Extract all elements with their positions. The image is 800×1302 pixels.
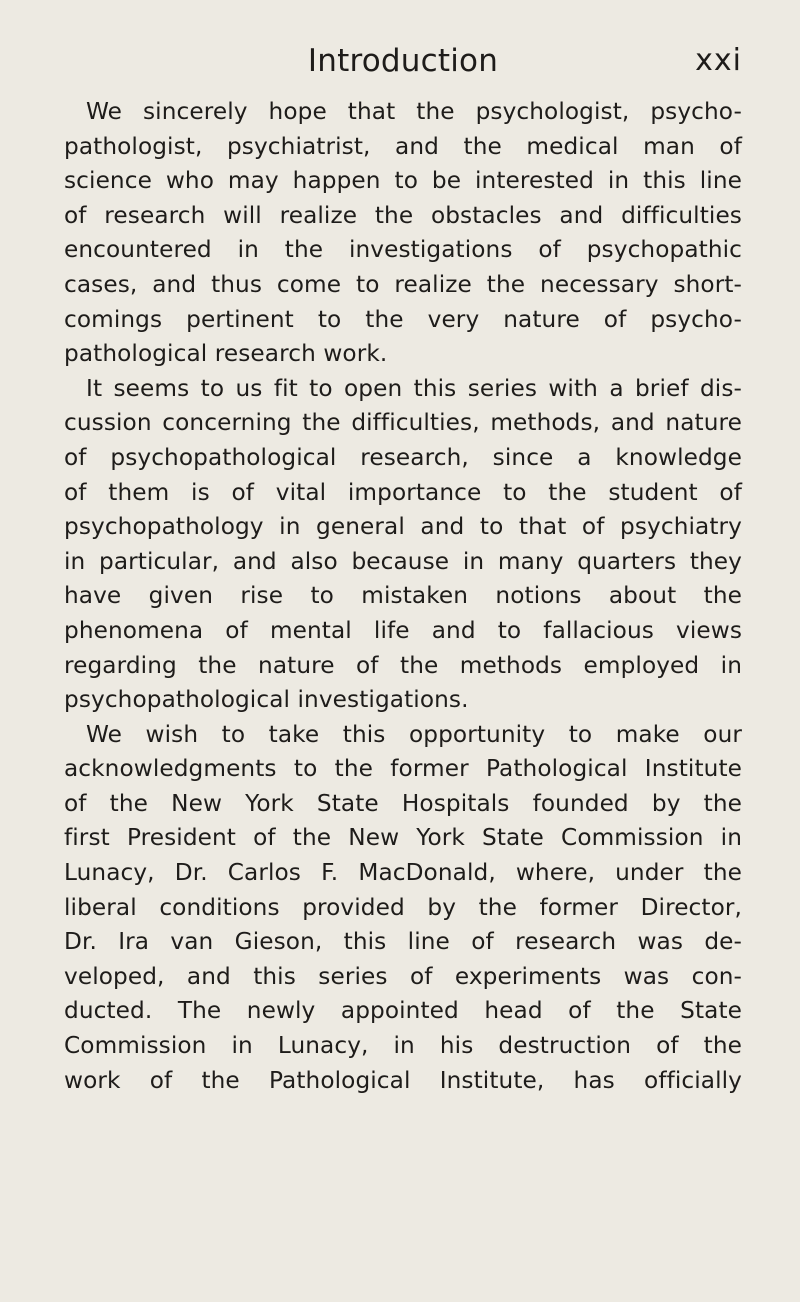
- text-line: psychopathology in general and to that of psychiatry: [64, 513, 742, 541]
- text-line: phenomena of mental life and to fallacious views: [64, 616, 742, 644]
- text-line: of research will realize the obstacles and difficulties: [64, 201, 742, 229]
- text-line: pathologist, psychiatrist, and the medical man of: [64, 132, 742, 160]
- text-line: We sincerely hope that the psychologist, psycho-: [86, 98, 742, 125]
- text-line: encountered in the investigations of psychopathic: [64, 236, 742, 264]
- page-number: xxi: [695, 43, 742, 78]
- text-line: work of the Pathological Institute, has officially: [64, 1066, 742, 1094]
- text-line: psychopathological investigations.: [64, 686, 469, 714]
- text-line: of the New York State Hospitals founded by the: [64, 789, 742, 817]
- running-head: [64, 38, 742, 84]
- text-line: science who may happen to be interested in this line: [64, 167, 742, 195]
- text-line: We wish to take this opportunity to make our: [86, 720, 742, 748]
- text-line: Dr. Ira van Gieson, this line of research was de-: [64, 928, 742, 956]
- text-line: pathological research work.: [64, 340, 388, 368]
- text-line: cases, and thus come to realize the necessary short-: [64, 270, 742, 298]
- text-line: ducted. The newly appointed head of the State: [64, 997, 742, 1025]
- text-line: cussion concerning the difficulties, methods, and nature: [64, 409, 742, 437]
- text-line: of psychopathological research, since a knowledge: [64, 443, 742, 471]
- body-text: [64, 95, 742, 1098]
- text-line: It seems to us fit to open this series with a brief dis-: [86, 374, 742, 402]
- text-line: veloped, and this series of experiments was con-: [64, 962, 742, 990]
- text-line: comings pertinent to the very nature of psycho-: [64, 305, 742, 333]
- text-line: first President of the New York State Commission in: [64, 824, 742, 852]
- text-line: regarding the nature of the methods employed in: [64, 651, 742, 679]
- text-line: acknowledgments to the former Pathological Institute: [64, 755, 742, 783]
- text-line: liberal conditions provided by the former Director,: [64, 893, 742, 921]
- text-line: in particular, and also because in many quarters they: [64, 547, 742, 575]
- text-line: Lunacy, Dr. Carlos F. MacDonald, where, under the: [64, 859, 742, 887]
- text-line: have given rise to mistaken notions about the: [64, 582, 742, 610]
- text-line: of them is of vital importance to the student of: [64, 478, 742, 506]
- running-title: Introduction: [307, 43, 499, 79]
- text-line: Commission in Lunacy, in his destruction of the: [64, 1032, 742, 1060]
